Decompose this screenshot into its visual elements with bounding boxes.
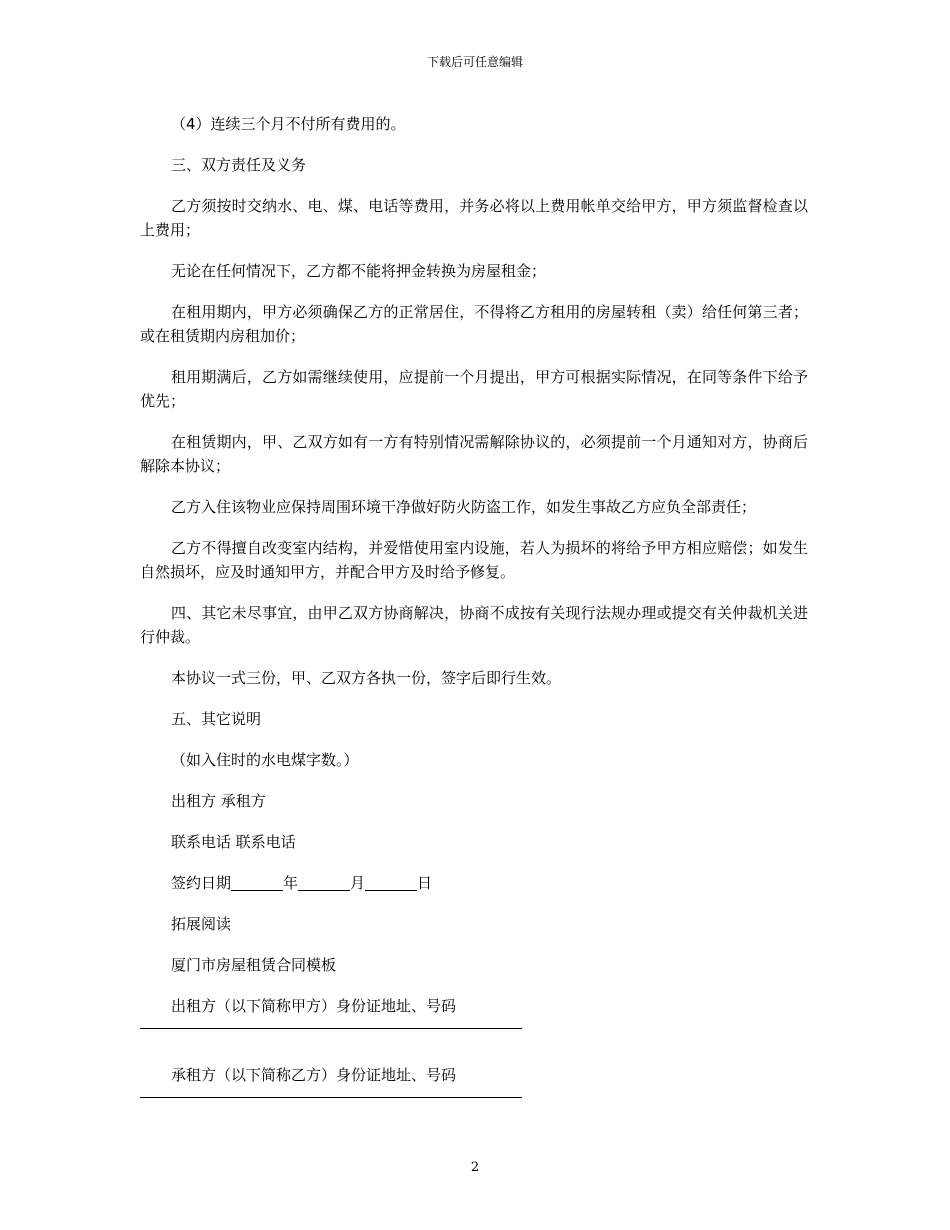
signing-date-label: 签约日期 bbox=[171, 874, 232, 892]
paragraph: 在租用期内，甲方必须确保乙方的正常居住，不得将乙方租用的房屋转租（卖）给任何第三者；或在租赁期内房租加价； bbox=[140, 303, 808, 345]
year-label: 年 bbox=[283, 874, 299, 892]
month-label: 月 bbox=[350, 874, 366, 892]
year-blank bbox=[231, 872, 283, 891]
page-header: 下载后可任意编辑 bbox=[426, 55, 523, 69]
paragraph: 乙方须按时交纳水、电、煤、电话等费用，并务必将以上费用帐单交给甲方，甲方须监督检查以上费用； bbox=[140, 197, 808, 239]
paragraph: 乙方入住该物业应保持周围环境干净做好防火防盗工作，如发生事故乙方应负全部责任； bbox=[171, 498, 757, 516]
contact-phones: 联系电话 联系电话 bbox=[171, 833, 296, 851]
month-blank bbox=[298, 872, 350, 891]
paragraph: 乙方不得擅自改变室内结构，并爱惜使用室内设施，若人为损坏的将给予甲方相应赔偿；如发生自然损坏，应及时通知甲方，并配合甲方及时给予修复。 bbox=[140, 539, 808, 581]
paragraph: 出租方（以下简称甲方）身份证地址、号码 bbox=[171, 997, 457, 1015]
paragraph: 租用期满后，乙方如需继续使用，应提前一个月提出，甲方可根据实际情况，在同等条件下给予优先； bbox=[140, 368, 808, 410]
page-number: 2 bbox=[470, 1160, 480, 1175]
fill-in-line bbox=[140, 1097, 522, 1098]
section-heading: 五、其它说明 bbox=[171, 710, 262, 728]
paragraph: 在租赁期内，甲、乙双方如有一方有特别情况需解除协议的，必须提前一个月通知对方，协商后解除本协议； bbox=[140, 433, 808, 475]
paragraph: 本协议一式三份，甲、乙双方各执一份，签字后即行生效。 bbox=[171, 669, 562, 687]
paragraph: 厦门市房屋租赁合同模板 bbox=[171, 956, 337, 974]
day-label: 日 bbox=[417, 874, 433, 892]
section-heading: 三、双方责任及义务 bbox=[171, 156, 307, 174]
paragraph: 拓展阅读 bbox=[171, 915, 232, 933]
fill-in-line bbox=[140, 1028, 522, 1029]
paragraph: （4）连续三个月不付所有费用的。 bbox=[171, 115, 406, 133]
document-body bbox=[140, 112, 808, 1132]
section-heading: 四、其它未尽事宜，由甲乙双方协商解决，协商不成按有关现行法规办理或提交有关仲裁机关进行仲裁。 bbox=[140, 604, 808, 646]
paragraph: 承租方（以下简称乙方）身份证地址、号码 bbox=[171, 1066, 457, 1084]
signature-parties: 出租方 承租方 bbox=[171, 792, 266, 810]
day-blank bbox=[365, 872, 417, 891]
signing-date-line bbox=[140, 871, 808, 895]
paragraph: 无论在任何情况下，乙方都不能将押金转换为房屋租金； bbox=[171, 262, 547, 280]
paragraph: （如入住时的水电煤字数。） bbox=[171, 751, 359, 769]
